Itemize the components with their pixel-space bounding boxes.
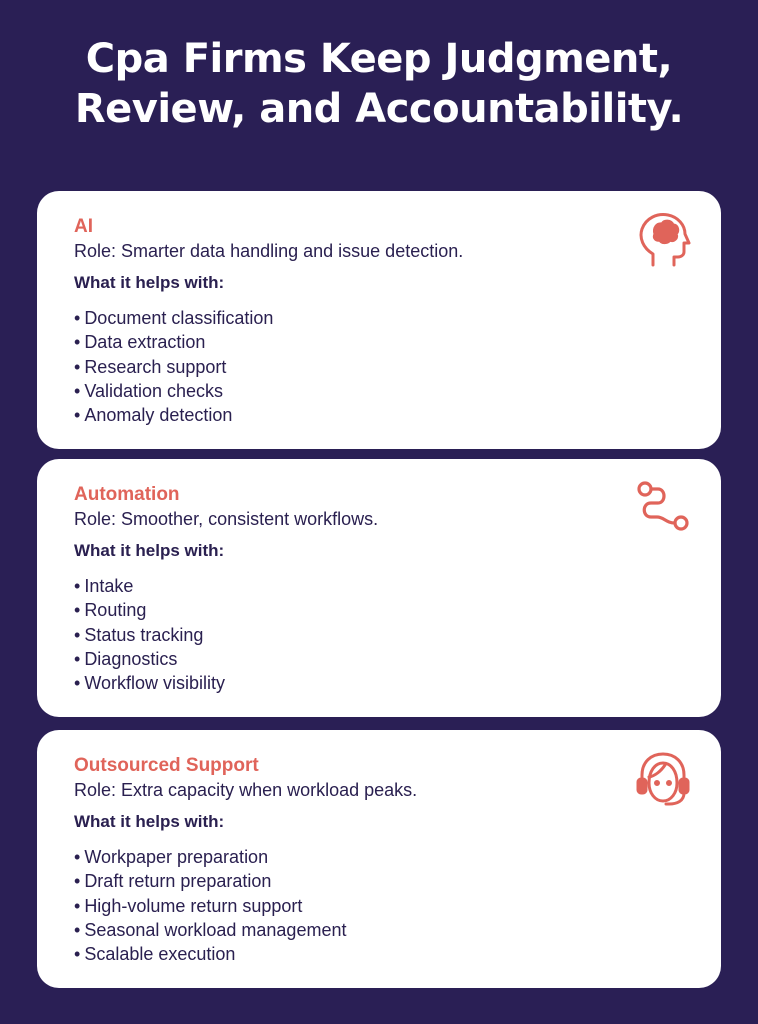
list-item: • Anomaly detection — [74, 403, 273, 427]
helps-heading: What it helps with: — [74, 273, 225, 292]
helps-list — [74, 306, 273, 427]
list-item: • Validation checks — [74, 379, 273, 403]
helps-heading: What it helps with: — [74, 541, 225, 560]
list-item: • High-volume return support — [74, 894, 346, 918]
card-title: Automation — [74, 484, 180, 505]
list-item: • Status tracking — [74, 623, 225, 647]
list-item: • Data extraction — [74, 330, 273, 354]
list-item: • Diagnostics — [74, 647, 225, 671]
card-role: Role: Smarter data handling and issue detection. — [74, 241, 464, 261]
helps-heading: What it helps with: — [74, 812, 225, 831]
list-item: • Routing — [74, 598, 225, 622]
list-item: • Document classification — [74, 306, 273, 330]
card-title: AI — [74, 216, 93, 237]
list-item: • Research support — [74, 355, 273, 379]
headset-agent-icon — [633, 749, 693, 809]
list-item: • Intake — [74, 574, 225, 598]
route-icon — [633, 478, 693, 538]
list-item: • Workflow visibility — [74, 671, 225, 695]
card-ai — [37, 191, 721, 449]
head-brain-icon — [633, 210, 693, 270]
card-automation — [37, 459, 721, 717]
card-title: Outsourced Support — [74, 755, 259, 776]
card-role: Role: Extra capacity when workload peaks. — [74, 780, 418, 800]
card-outsourced-support — [37, 730, 721, 988]
list-item: • Draft return preparation — [74, 869, 346, 893]
list-item: • Seasonal workload management — [74, 918, 346, 942]
list-item: • Scalable execution — [74, 942, 346, 966]
helps-list — [74, 574, 225, 695]
card-role: Role: Smoother, consistent workflows. — [74, 509, 379, 529]
list-item: • Workpaper preparation — [74, 845, 346, 869]
page-title: Cpa Firms Keep Judgment, Review, and Accountability. — [74, 36, 684, 132]
helps-list — [74, 845, 346, 966]
